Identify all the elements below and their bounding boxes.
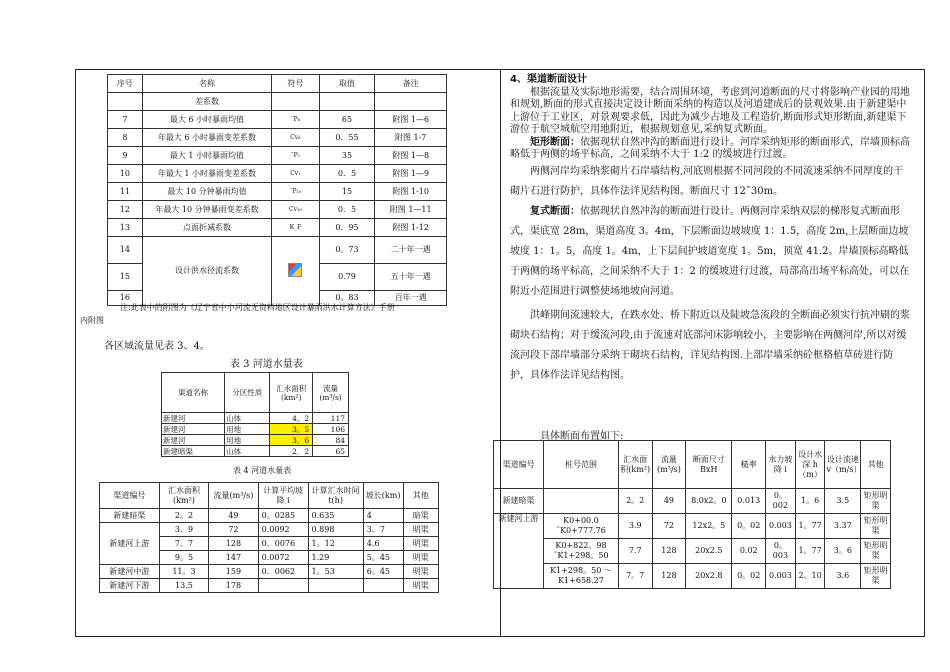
- table-cell: 0.02: [732, 539, 766, 564]
- table-cell: 9: [108, 147, 143, 165]
- table-cell: 35: [319, 147, 375, 165]
- table-cell: 1。53: [308, 565, 363, 579]
- header-cell: 坡长(km): [363, 483, 403, 509]
- table-cell: 年最大 6 小时暴雨变差系数: [142, 129, 271, 147]
- table-cell: 147: [209, 551, 259, 565]
- table-cell: ¯P₁: [272, 147, 319, 165]
- table-cell: 明渠: [403, 565, 438, 579]
- table-cell: K0+822。98 ˜K1+298。50: [544, 539, 619, 564]
- embedded-image-icon: [288, 263, 302, 277]
- table-cell: Cv₆: [272, 129, 319, 147]
- table-cell: 1。6: [795, 489, 825, 514]
- table-cell: 0．55: [319, 129, 375, 147]
- table-cell: 0。003: [766, 539, 796, 564]
- table-cell: 年最大 1 小时暴雨变差系数: [142, 165, 271, 183]
- table-cell: 新建河: [162, 424, 225, 435]
- table-cell: 0.898: [308, 523, 363, 537]
- table-row: [162, 413, 349, 424]
- table-cell: ¯P₆: [272, 111, 319, 129]
- table-cell: 72: [209, 523, 259, 537]
- table-cell: 0。02: [732, 564, 766, 589]
- table-cell: 3.9: [618, 514, 652, 539]
- table4-caption: 表 4 河道水量表: [233, 466, 292, 475]
- header-cell: 汇水面积(km²): [618, 441, 652, 489]
- table-cell: 最大 10 分钟暴雨均值: [142, 183, 271, 201]
- table-cell: 附图 1-10: [375, 183, 447, 201]
- table-cell: 最大 6 小时暴雨均值: [142, 111, 271, 129]
- header-cell: 分区性质: [225, 373, 270, 413]
- table-cell: 7.7: [618, 539, 652, 564]
- section-heading: 4、渠道断面设计: [510, 74, 587, 85]
- table-cell: 4。2: [270, 413, 313, 424]
- table-footnote: 注:此表中的附图为《辽宁省中小河流无资料地区设计暴雨洪水计算方法》手册 内附图: [80, 303, 395, 325]
- table-cell: [544, 489, 619, 514]
- header-cell: 名称: [142, 75, 271, 93]
- table-cell: 13.5: [159, 579, 208, 593]
- table-row: [108, 129, 447, 147]
- table-cell: 新建河上游: [494, 514, 544, 589]
- table-cell: 117: [313, 413, 349, 424]
- header-cell: 水力坡降 i: [766, 441, 796, 489]
- table-cell: 山体: [225, 413, 270, 424]
- table-cell: K1+298。50 ～ K1+658.27: [544, 564, 619, 589]
- header-cell: 备注: [375, 75, 447, 93]
- header-cell: 糙率: [732, 441, 766, 489]
- table-cell: 新建河中游: [100, 565, 160, 579]
- table-cell: 1.29: [308, 551, 363, 565]
- table-cell: 0。02: [732, 514, 766, 539]
- table-cell: 4.6: [363, 537, 403, 551]
- table-cell: [272, 237, 319, 306]
- table-cell: 49: [209, 509, 259, 523]
- table-cell: [258, 579, 308, 593]
- table-cell: 明渠: [403, 523, 438, 537]
- table-cell: 新建河上游: [100, 523, 160, 565]
- table-cell: 3．9: [159, 523, 208, 537]
- table-row: [108, 147, 447, 165]
- table-row: [494, 539, 891, 564]
- table-cell: 最大 1 小时暴雨均值: [142, 147, 271, 165]
- header-cell: 流量(m³/s): [209, 483, 259, 509]
- table-cell: 0.0092: [258, 523, 308, 537]
- table-row: [494, 514, 891, 539]
- table-cell: 3．7: [363, 523, 403, 537]
- table-row: [108, 201, 447, 219]
- paragraph: 洪峰期间流速较大，在跌水处、桥下附近以及陡坡急流段的全断面必须实行抗冲刷的浆砌块石结构；对于缓流河段,由于流速对底部河床影响较小，主要影响在两侧河岸,所以对缓流河段下部岸墙部分采纳干砌块石结构，详见结构图.上部岸墙采纳砼框格植草砖进行防护，具体作法详见结构图。: [510, 309, 910, 381]
- table-cell: 7: [108, 111, 143, 129]
- header-cell: 流量(m³/s): [313, 373, 349, 413]
- table-cell: 矩形明渠: [861, 564, 891, 589]
- table-cell: 10: [108, 165, 143, 183]
- table-cell: 新建暗渠: [100, 509, 160, 523]
- table-cell: 明渠: [403, 537, 438, 551]
- table-cell: 72: [652, 514, 686, 539]
- table-cell: 附图 1—9: [375, 165, 447, 183]
- table-cell: 明渠: [403, 579, 438, 593]
- table-cell: 附图 1—8: [375, 147, 447, 165]
- table-cell: 点面折减系数: [142, 219, 271, 237]
- table-row: [494, 489, 891, 514]
- table-cell: 4: [363, 509, 403, 523]
- table-cell: 设计洪水径流系数: [142, 237, 271, 306]
- table-row: [494, 564, 891, 589]
- table-row: [162, 424, 349, 435]
- table-cell: 3.37: [825, 514, 861, 539]
- table-cell: 11。3: [159, 565, 208, 579]
- table-cell: 1。12: [308, 537, 363, 551]
- header-cell: 汇水面积(km²): [159, 483, 208, 509]
- header-cell: 桩号范围: [544, 441, 619, 489]
- table-cell: 用地: [225, 435, 270, 446]
- compound-section-label: 复式断面：: [530, 205, 580, 217]
- paragraph: 根据流量及实际地形需要，结合周围环境，考虑到河道断面的尺寸将影响产业园的用地和规划,断面的形式直接决定设计断面采纳的构造以及河道建成后的景观效果.由于新建渠中上游位于工业区，对景观要求低，因此为减少占地及工程造价,断面形式矩形断面,新建渠下游位于航空城航空用地附近，根据规划意见,采纳复式断面。: [510, 86, 910, 135]
- table-cell: 178: [209, 579, 259, 593]
- table-cell: 0。83: [319, 291, 375, 306]
- table-cell: 附图 1—6: [375, 111, 447, 129]
- header-cell: 渠道编号: [100, 483, 160, 509]
- table-row: [162, 435, 349, 446]
- header-cell: 计算汇水时间 t(h): [308, 483, 363, 509]
- table-cell: 14: [108, 237, 143, 264]
- table-cell: 0。0285: [258, 509, 308, 523]
- header-cell: 设计水深 h（m）: [795, 441, 825, 489]
- table-cell: 新建河: [162, 413, 225, 424]
- table-cell: 15: [319, 183, 375, 201]
- header-cell: 序号: [108, 75, 143, 93]
- table-cell: 84: [313, 435, 349, 446]
- table-cell: 0．0062: [258, 565, 308, 579]
- table-row: [108, 93, 447, 111]
- table-row: [108, 219, 447, 237]
- table-cell: K0+00.0 ˜K0+777.76: [544, 514, 619, 539]
- table-cell: 二十年一遇: [375, 237, 447, 264]
- header-cell: 汇水面积(km²): [270, 373, 313, 413]
- highlighted-cell: 3．6: [270, 435, 313, 446]
- channel-flow-table: [99, 482, 439, 593]
- table-cell: 12: [108, 201, 143, 219]
- table-cell: 16: [108, 291, 143, 306]
- rect-section-label: 矩形断面：: [530, 136, 580, 148]
- table-cell: 明渠: [403, 551, 438, 565]
- table-cell: [308, 579, 363, 593]
- table-cell: ¯P₁₀: [272, 183, 319, 201]
- header-cell: 符号: [272, 75, 319, 93]
- header-cell: 渠道名称: [162, 373, 225, 413]
- table-cell: Cv₁₀: [272, 201, 319, 219]
- table-cell: 128: [209, 537, 259, 551]
- table-cell: 0．5: [319, 165, 375, 183]
- table-cell: 65: [313, 446, 349, 457]
- table-cell: 矩形明渠: [861, 489, 891, 514]
- river-flow-table: [161, 372, 349, 457]
- header-cell: 渠道编号: [494, 441, 544, 489]
- table-cell: 新建河: [162, 435, 225, 446]
- table-cell: 65: [319, 111, 375, 129]
- layout-title: 具体断面布置如下:: [540, 431, 624, 442]
- table-header-row: [100, 483, 439, 509]
- table-cell: 1。77: [795, 539, 825, 564]
- table-cell: 12x2。5: [686, 514, 732, 539]
- table-cell: 20x2.8: [686, 564, 732, 589]
- table-cell: 附图 1-7: [375, 129, 447, 147]
- table-cell: 8: [108, 129, 143, 147]
- table-row: [100, 579, 439, 593]
- table-cell: [363, 579, 403, 593]
- paragraph: 复式断面：依据现状自然冲沟的断面进行设计。两侧河岸采纳双层的梯形复式断面形式，渠底宽 28m，渠道高度 3。4m，下层断面边坡坡度 1：1.5，高度 2m,上层断面边坡坡度 1：1。5，高度 1。4m，上下层间护坡道宽度 1。5m，顶宽 41.2。岸墙顶标高略低于两侧的场平标高，之间采纳不大于 1：2 的缓坡进行过渡，局部高出场平标高处，可以在附近小范围进行调整使场地坡向河道。: [510, 205, 910, 297]
- table-cell: 年最大 10 分钟暴雨变差系数: [142, 201, 271, 219]
- header-cell: 取值: [319, 75, 375, 93]
- table-cell: 3。6: [825, 539, 861, 564]
- table-cell: 15: [108, 264, 143, 291]
- table-cell: Cv₁: [272, 165, 319, 183]
- header-cell: 其他: [861, 441, 891, 489]
- table-header-row: [494, 441, 891, 489]
- table-cell: K_F: [272, 219, 319, 237]
- table-cell: 0.0072: [258, 551, 308, 565]
- highlighted-cell: 3。5: [270, 424, 313, 435]
- header-cell: 计算平均坡降 i: [258, 483, 308, 509]
- table-cell: 5。45: [363, 551, 403, 565]
- table-row: [108, 165, 447, 183]
- table-cell: 2．2: [270, 446, 313, 457]
- table-cell: 附图 1—11: [375, 201, 447, 219]
- table-cell: 20x2.5: [686, 539, 732, 564]
- table-cell: 2。10: [795, 564, 825, 589]
- table-cell: 1。77: [795, 514, 825, 539]
- table-row: [108, 237, 447, 264]
- table-row: [100, 565, 439, 579]
- table-row: [100, 509, 439, 523]
- table-cell: 106: [313, 424, 349, 435]
- right-column: [510, 74, 910, 386]
- header-cell: 其他: [403, 483, 438, 509]
- table-cell: 6。45: [363, 565, 403, 579]
- table-row: [162, 446, 349, 457]
- table-cell: 0。002: [766, 489, 796, 514]
- table-cell: 2。2: [159, 509, 208, 523]
- paragraph: 两侧河岸均采纳浆砌片石岸墙结构,河底则根据不同河段的不同流速采纳不同厚度的干砌片石进行防护，具体作法详见结构图。断面尺寸 12˜30m。: [510, 165, 904, 197]
- table-cell: 159: [209, 565, 259, 579]
- table-cell: 五十年一遇: [375, 264, 447, 291]
- table-cell: 山体: [225, 446, 270, 457]
- table-cell: 0.635: [308, 509, 363, 523]
- header-cell: 设计流速 v（m/s）: [825, 441, 861, 489]
- section-layout-table: [493, 440, 891, 589]
- table-cell: 新建河下游: [100, 579, 160, 593]
- table3-title: 表 3 河道水量表: [230, 359, 303, 370]
- table-cell: 7。7: [618, 564, 652, 589]
- table-row: [108, 183, 447, 201]
- table-cell: 3.6: [825, 564, 861, 589]
- table-cell: 附图 1-12: [375, 219, 447, 237]
- header-cell: 断面尺寸 BxH: [686, 441, 732, 489]
- table-cell: 0．5: [319, 201, 375, 219]
- table-cell: 用地: [225, 424, 270, 435]
- table-cell: 0.013: [732, 489, 766, 514]
- table-cell: 百年一遇: [375, 291, 447, 306]
- table-header-row: [162, 373, 349, 413]
- table-cell: 0．95: [319, 219, 375, 237]
- table-cell: 矩形明渠: [861, 539, 891, 564]
- table-cell: 暗渠: [403, 509, 438, 523]
- table-cell: 0.79: [319, 264, 375, 291]
- table-cell: 8.0x2。0: [686, 489, 732, 514]
- table-cell: 0.003: [766, 564, 796, 589]
- table-cell: 2。2: [618, 489, 652, 514]
- table-cell: 128: [652, 564, 686, 589]
- table-cell: 49: [652, 489, 686, 514]
- flow-intro-text: 各区域流量见表 3、4。: [104, 341, 210, 352]
- paragraph: 矩形断面：依据现状自然冲沟的断面进行设计。河岸采纳矩形的断面形式，岸墙顶标高略低于两侧的场平标高，之间采纳不大于 1:2 的缓坡进行过渡。: [510, 136, 910, 160]
- design-parameters-table: [107, 74, 447, 306]
- table-cell: 差系数: [142, 93, 271, 111]
- table-cell: 矩形明渠: [861, 514, 891, 539]
- table-cell: 0.003: [766, 514, 796, 539]
- table-cell: 7．7: [159, 537, 208, 551]
- table-cell: 13: [108, 219, 143, 237]
- table-cell: 9。5: [159, 551, 208, 565]
- table-cell: 0．0076: [258, 537, 308, 551]
- table-cell: 新建暗渠: [494, 489, 544, 514]
- table-cell: 新建暗渠: [162, 446, 225, 457]
- table-row: [100, 523, 439, 537]
- table-cell: 11: [108, 183, 143, 201]
- table-cell: 128: [652, 539, 686, 564]
- table-header-row: [108, 75, 447, 93]
- header-cell: 流量(m³/s): [652, 441, 686, 489]
- table-row: [108, 111, 447, 129]
- table-cell: 0。73: [319, 237, 375, 264]
- table-cell: 3.5: [825, 489, 861, 514]
